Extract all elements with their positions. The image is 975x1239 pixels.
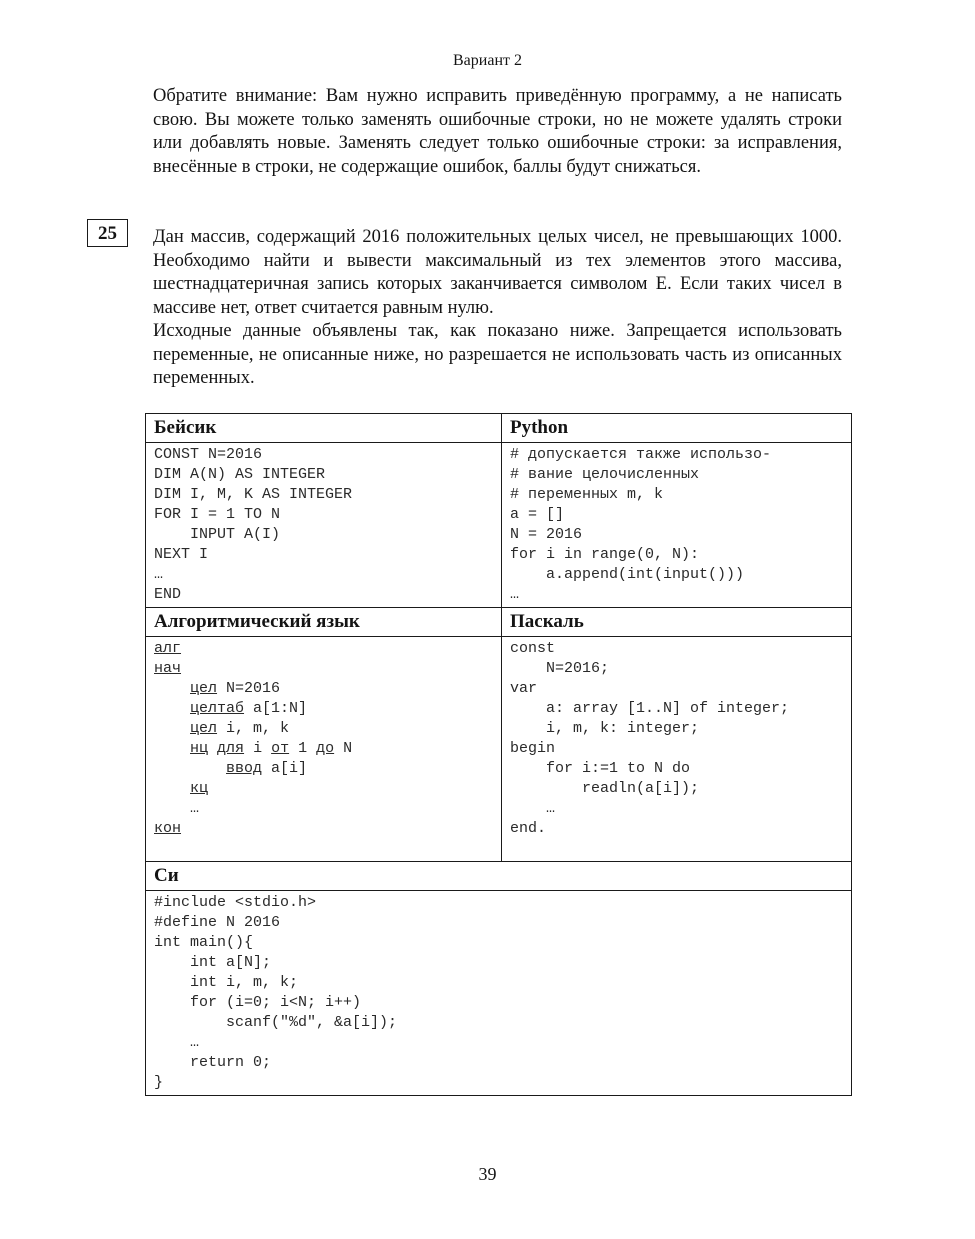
python-code-line: for i in range(0, N): bbox=[510, 546, 700, 563]
algorithmic-code-line: нц для i от 1 до N bbox=[190, 740, 353, 757]
code-table bbox=[145, 413, 852, 1096]
basic-code-line: END bbox=[154, 586, 182, 603]
task-statement bbox=[153, 226, 842, 391]
c-language-title: Си bbox=[146, 862, 851, 891]
basic-language-title: Бейсик bbox=[146, 414, 501, 443]
pascal-code-line: a: array [1..N] of integer; bbox=[546, 700, 790, 717]
basic-code-line: NEXT I bbox=[154, 546, 209, 563]
algorithmic-code-line: кц bbox=[190, 780, 209, 797]
pascal-language-title: Паскаль bbox=[502, 608, 851, 637]
python-code-line: … bbox=[510, 586, 520, 603]
pascal-code-line: … bbox=[546, 800, 556, 817]
algorithmic-code-line: цел N=2016 bbox=[190, 680, 281, 697]
c-code-line: … bbox=[190, 1034, 200, 1051]
algorithmic-code-line: цел i, m, k bbox=[190, 720, 290, 737]
basic-code-line: DIM A(N) AS INTEGER bbox=[154, 466, 326, 483]
basic-code-line: DIM I, M, K AS INTEGER bbox=[154, 486, 353, 503]
c-code-line: #include <stdio.h> bbox=[154, 894, 317, 911]
algorithmic-code-line: ввод a[i] bbox=[226, 760, 308, 777]
c-code-line: #define N 2016 bbox=[154, 914, 281, 931]
basic-code bbox=[146, 443, 501, 607]
algorithmic-cell bbox=[146, 608, 502, 862]
algorithmic-code-line: алг bbox=[154, 640, 182, 657]
basic-code-line: … bbox=[154, 566, 164, 583]
pascal-code-line: end. bbox=[510, 820, 547, 837]
python-code-line: a = [] bbox=[510, 506, 565, 523]
pascal-code-line: var bbox=[510, 680, 538, 697]
algorithmic-code-line: нач bbox=[154, 660, 182, 677]
basic-code-line: CONST N=2016 bbox=[154, 446, 263, 463]
algorithmic-code-line: … bbox=[190, 800, 200, 817]
basic-code-line: FOR I = 1 TO N bbox=[154, 506, 281, 523]
page-header: Вариант 2 bbox=[453, 52, 522, 69]
c-code-line: scanf("%d", &a[i]); bbox=[226, 1014, 398, 1031]
python-code-line: # переменных m, k bbox=[510, 486, 664, 503]
pascal-code-line: const bbox=[510, 640, 556, 657]
python-code-line: # вание целочисленных bbox=[510, 466, 700, 483]
pascal-cell bbox=[502, 608, 852, 862]
c-cell bbox=[146, 862, 852, 1096]
basic-code-line: INPUT A(I) bbox=[190, 526, 281, 543]
c-code-line: int i, m, k; bbox=[190, 974, 299, 991]
c-code-line: int main(){ bbox=[154, 934, 254, 951]
c-code bbox=[146, 891, 851, 1095]
page-number: 39 bbox=[478, 1164, 497, 1184]
pascal-code-line: N=2016; bbox=[546, 660, 610, 677]
c-code-line: for (i=0; i<N; i++) bbox=[190, 994, 362, 1011]
python-code bbox=[502, 443, 851, 607]
python-cell bbox=[502, 414, 852, 608]
c-code-line: return 0; bbox=[190, 1054, 272, 1071]
task-number-box: 25 bbox=[87, 219, 128, 247]
algorithmic-code bbox=[146, 637, 501, 861]
intro-text: Обратите внимание: Вам нужно исправить приведённую программу, а не написать свою. Вы можете только заменять ошибочные строки, но не можете удалять строки или добавлять новые. Заменять следует только ошибочные строки: за исправления, внесённые в строки, не содержащие ошибок, баллы будут снижаться. bbox=[153, 86, 842, 177]
algorithmic-code-line: целтаб a[1:N] bbox=[190, 700, 308, 717]
algorithmic-code-line: кон bbox=[154, 820, 182, 837]
algorithmic-language-title: Алгоритмический язык bbox=[146, 608, 501, 637]
intro-paragraph bbox=[153, 85, 842, 179]
task-paragraph-1: Дан массив, содержащий 2016 положительных целых чисел, не превышающих 1000. Необходимо найти и вывести максимальный из тех элементов этого массива, шестнадцатеричная запись которых заканчивается символом Е. Если таких чисел в массиве нет, ответ считается равным нулю. bbox=[153, 227, 842, 318]
pascal-code-line: for i:=1 to N do bbox=[546, 760, 691, 777]
basic-cell bbox=[146, 414, 502, 608]
c-code-line: } bbox=[154, 1074, 164, 1091]
pascal-code bbox=[502, 637, 851, 861]
python-language-title: Python bbox=[502, 414, 851, 443]
task-paragraph-2: Исходные данные объявлены так, как показано ниже. Запрещается использовать переменные, не описанные ниже, но разрешается не использовать часть из описанных переменных. bbox=[153, 321, 842, 388]
pascal-code-line: i, m, k: integer; bbox=[546, 720, 700, 737]
pascal-code-line: begin bbox=[510, 740, 556, 757]
c-code-line: int a[N]; bbox=[190, 954, 272, 971]
python-code-line: a.append(int(input())) bbox=[546, 566, 745, 583]
python-code-line: # допускается также использо- bbox=[510, 446, 772, 463]
python-code-line: N = 2016 bbox=[510, 526, 583, 543]
pascal-code-line: readln(a[i]); bbox=[582, 780, 700, 797]
